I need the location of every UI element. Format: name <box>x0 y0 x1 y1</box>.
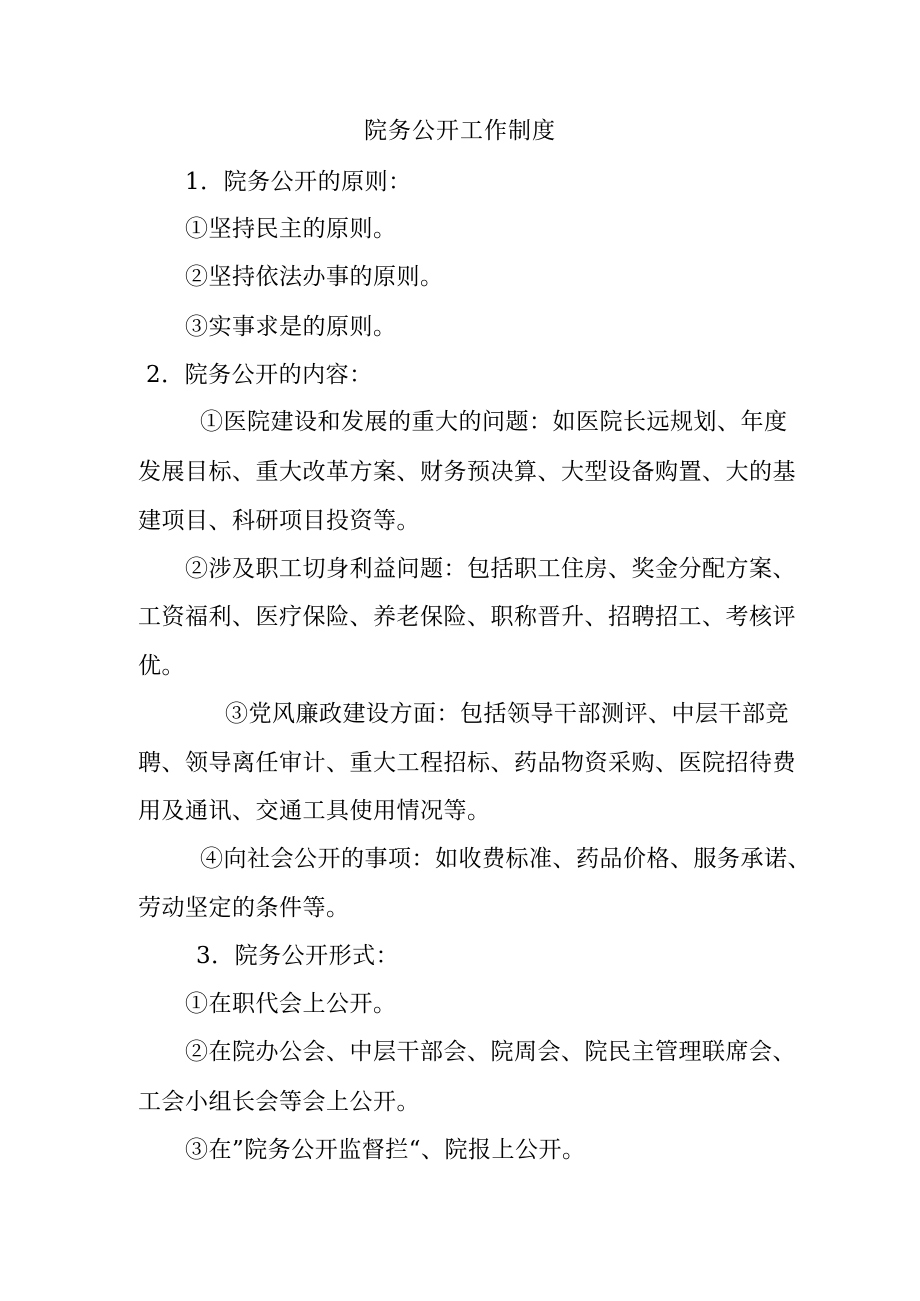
section2-p3-line2: 聘、领导离任审计、重大工程招标、药品物资采购、医院招待费 <box>138 750 796 776</box>
section2-p2-line1: ②涉及职工切身利益问题：包括职工住房、奖金分配方案、 <box>185 556 796 582</box>
section3-item-2-line1: ②在院办公会、中层干部会、院周会、院民主管理联席会、 <box>185 1039 796 1065</box>
document-title: 院务公开工作制度 <box>364 118 556 144</box>
section3-heading: 3．院务公开形式： <box>196 943 400 969</box>
section2-p1-line2: 发展目标、重大改革方案、财务预决算、大型设备购置、大的基 <box>138 459 796 485</box>
section1-item-1: ①坚持民主的原则。 <box>185 216 397 242</box>
section2-p2-line2: 工资福利、医疗保险、养老保险、职称晋升、招聘招工、考核评 <box>138 604 796 630</box>
section1-item-3: ③实事求是的原则。 <box>185 314 397 340</box>
section2-p3-line3: 用及通讯、交通工具使用情况等。 <box>138 798 491 824</box>
section2-p2-line3: 优。 <box>138 653 185 679</box>
section3-item-2-line2: 工会小组长会等会上公开。 <box>138 1089 420 1115</box>
section3-item-3: ③在”院务公开监督拦“、院报上公开。 <box>185 1137 586 1163</box>
section2-p1-line1: ①医院建设和发展的重大的问题：如医院长远规划、年度 <box>200 409 788 435</box>
section2-p4-line2: 劳动坚定的条件等。 <box>138 895 350 921</box>
section2-p1-line3: 建项目、科研项目投资等。 <box>138 508 420 534</box>
section2-heading: 2．院务公开的内容： <box>146 362 373 388</box>
section1-item-2: ②坚持依法办事的原则。 <box>185 264 444 290</box>
section3-item-1: ①在职代会上公开。 <box>185 991 397 1017</box>
section2-p4-line1: ④向社会公开的事项：如收费标准、药品价格、服务承诺、 <box>200 846 811 872</box>
section2-p3-line1: ③党风廉政建设方面：包括领导干部测评、中层干部竞 <box>225 701 789 727</box>
section1-heading: 1．院务公开的原则： <box>185 169 412 195</box>
